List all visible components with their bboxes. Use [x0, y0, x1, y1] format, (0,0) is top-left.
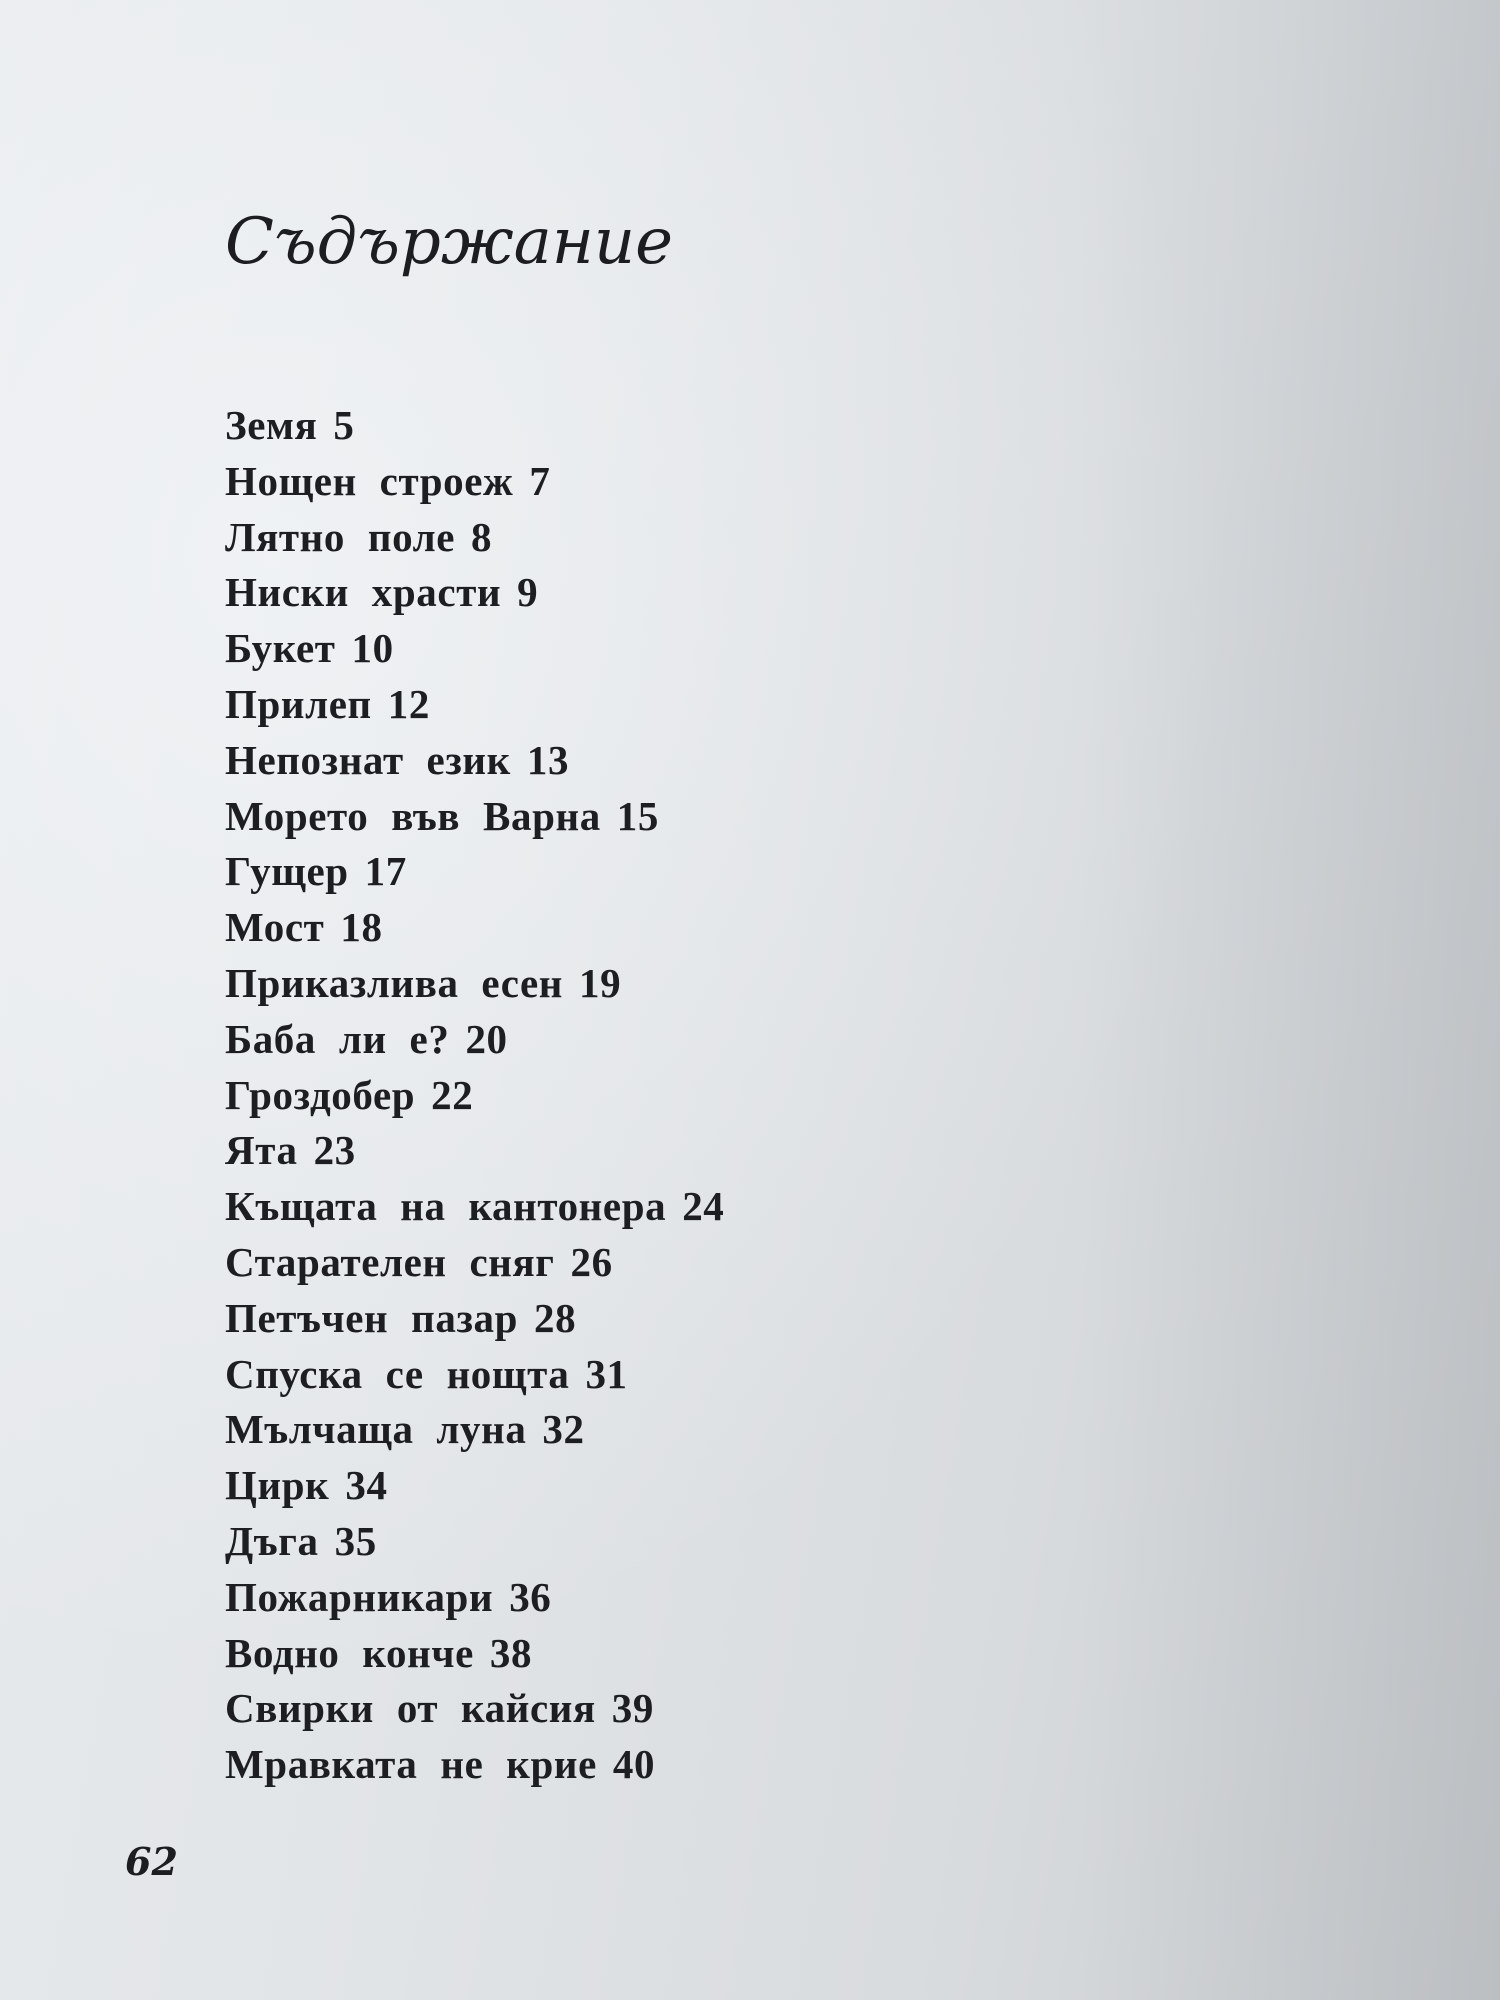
- toc-entry-title: Гроздобер: [225, 1071, 416, 1118]
- toc-entry-page: 24: [682, 1183, 725, 1230]
- toc-entry-title: Свирки от кайсия: [225, 1685, 596, 1732]
- toc-entry: [225, 565, 724, 621]
- toc-entry-page: 39: [611, 1685, 654, 1732]
- toc-entry-page: 19: [579, 959, 622, 1006]
- toc-entry-title: Мравката не крие: [225, 1741, 597, 1788]
- toc-entry-page: 36: [509, 1573, 552, 1620]
- toc-entry-page: 9: [517, 569, 539, 616]
- toc-entry-title: Пожарникари: [225, 1573, 494, 1620]
- toc-entry-title: Мълчаща луна: [225, 1406, 527, 1453]
- toc-entry-page: 23: [313, 1127, 356, 1174]
- toc-entry: [225, 398, 724, 454]
- toc-entry-title: Букет: [225, 625, 336, 672]
- toc-entry: [225, 1570, 724, 1626]
- toc-entry: [225, 1626, 724, 1682]
- toc-entry-title: Цирк: [225, 1462, 330, 1509]
- toc-entry-title: Къщата на кантонера: [225, 1183, 667, 1230]
- toc-entry: [225, 677, 724, 733]
- toc-entry-page: 10: [351, 625, 394, 672]
- toc-entry-title: Водно конче: [225, 1629, 474, 1676]
- toc-entry-page: 18: [340, 904, 383, 951]
- toc-entry-title: Мост: [225, 904, 325, 951]
- toc-entry: [225, 1068, 724, 1124]
- toc-entry: [225, 1514, 724, 1570]
- toc-entry-title: Непознат език: [225, 736, 511, 783]
- toc-entry: [225, 1012, 724, 1068]
- toc-entry: [225, 1123, 724, 1179]
- toc-entry: [225, 956, 724, 1012]
- toc-entry-title: Нощен строеж: [225, 457, 514, 504]
- toc-entry-page: 5: [333, 402, 355, 448]
- toc-entry-title: Ниски храсти: [225, 569, 502, 616]
- toc-entry: [225, 1235, 724, 1291]
- toc-entry: [225, 733, 724, 789]
- toc-entry-page: 7: [529, 457, 551, 504]
- toc-entry: [225, 900, 724, 956]
- toc-entry-title: Петъчен пазар: [225, 1294, 519, 1341]
- page-number: 62: [125, 1839, 178, 1884]
- toc-entry-page: 15: [616, 792, 659, 839]
- toc-entry-title: Гущер: [225, 848, 349, 895]
- toc-entry-page: 22: [431, 1071, 474, 1118]
- toc-entry-title: Дъга: [225, 1517, 319, 1564]
- toc-entry-page: 40: [612, 1741, 656, 1788]
- toc-entry-page: 12: [387, 680, 430, 727]
- toc-entry-title: Земя: [225, 402, 318, 448]
- toc-entry: [225, 454, 724, 510]
- toc-entry-title: Баба ли е?: [225, 1015, 450, 1062]
- toc-entry: [225, 1291, 724, 1347]
- toc-entry: [225, 844, 724, 900]
- toc-entry-page: 26: [570, 1238, 613, 1285]
- toc-entry: [225, 789, 724, 845]
- toc-entry-page: 31: [585, 1350, 628, 1397]
- toc-list: [225, 398, 724, 1793]
- toc-entry-title: Лятно поле: [225, 513, 456, 560]
- toc-entry-title: Прилеп: [225, 680, 372, 727]
- toc-entry: [225, 1179, 724, 1235]
- toc-entry-title: Морето във Варна: [225, 792, 601, 839]
- toc-entry-page: 34: [345, 1462, 388, 1509]
- toc-entry-title: Ята: [225, 1127, 298, 1174]
- toc-entry: [225, 1402, 724, 1458]
- toc-entry-page: 32: [542, 1406, 585, 1453]
- toc-entry: [225, 1681, 724, 1737]
- toc-entry: [225, 510, 724, 566]
- toc-entry-page: 8: [471, 513, 493, 560]
- toc-entry: [225, 621, 724, 677]
- toc-entry-title: Старателен сняг: [225, 1238, 555, 1285]
- toc-entry-page: 20: [465, 1015, 508, 1062]
- toc-entry: [225, 1737, 724, 1793]
- toc-heading: Съдържание: [225, 205, 673, 279]
- toc-entry-title: Спуска се нощта: [225, 1350, 570, 1397]
- toc-entry-page: 38: [489, 1629, 533, 1676]
- page-edge-shadow: [1080, 0, 1500, 2000]
- toc-entry-page: 13: [526, 736, 570, 783]
- toc-entry-page: 28: [534, 1294, 577, 1341]
- toc-entry-title: Приказлива есен: [225, 959, 564, 1006]
- toc-entry-page: 17: [364, 848, 407, 895]
- toc-entry: [225, 1458, 724, 1514]
- toc-entry: [225, 1347, 724, 1403]
- toc-entry-page: 35: [334, 1517, 377, 1564]
